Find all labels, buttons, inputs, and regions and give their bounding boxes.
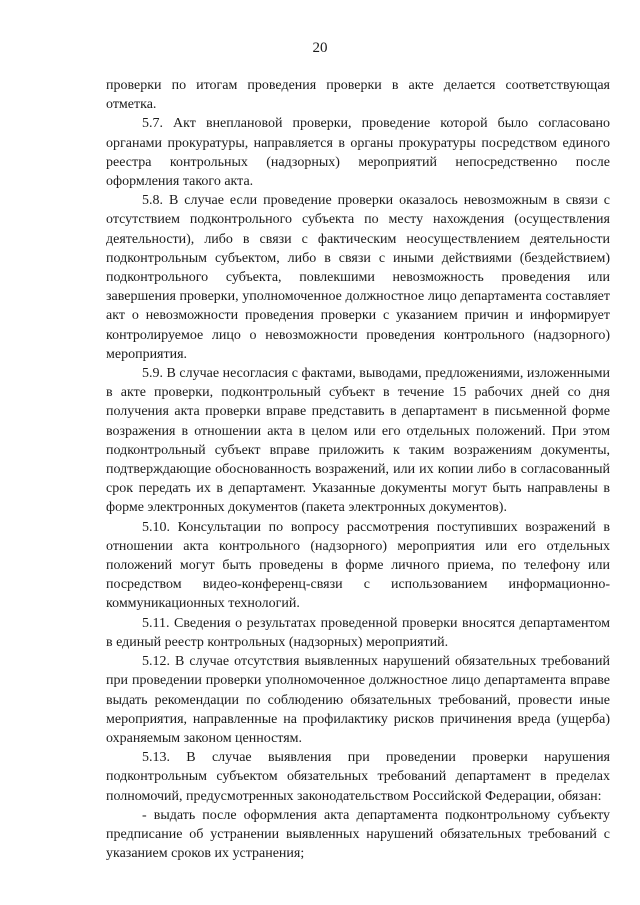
paragraph-5-13: 5.13. В случае выявления при проведении проверки нарушения подконтрольным субъектом обязательных требований департамент в пределах полномочий, предусмотренных законодательством Российской Федерации, обязан:	[106, 750, 610, 804]
paragraph-5-8: 5.8. В случае если проведение проверки оказалось невозможным в связи с отсутствием подконтрольного субъекта по месту нахождения (осуществления деятельности), либо в связи с фактическим неосуществлением деятельности подконтрольным субъектом, либо в связи с иными действиями (бездействием) подконтрольного субъекта, повлекшими невозможность проведения или завершения проверки, уполномоченное должностное лицо департамента составляет акт о невозможности проведения проверки с указанием причин и информирует контролируемое лицо о невозможности проведения контрольного (надзорного) мероприятия.	[106, 193, 610, 362]
paragraph-5-11: 5.11. Сведения о результатах проведенной проверки вносятся департаментом в единый реестр контрольных (надзорных) мероприятий.	[106, 615, 610, 650]
page-number: 20	[312, 40, 328, 56]
document-body	[106, 76, 610, 863]
paragraph-5-10: 5.10. Консультации по вопросу рассмотрения поступивших возражений в отношении акта контрольного (надзорного) мероприятия или его отдельных положений могут быть проведены в форме личного приема, по телефону или посредством видео-конференц-связи с использованием информационно-коммуникационных технологий.	[106, 519, 610, 612]
paragraph-5-9: 5.9. В случае несогласия с фактами, выводами, предложениями, изложенными в акте проверки, подконтрольный субъект в течение 15 рабочих дней со дня получения акта проверки вправе представить в департамент в письменной форме возражения в отношении акта в целом или его отдельных положений. При этом подконтрольный субъект вправе приложить к таким возражениям документы, подтверждающие обоснованность возражений, или их копии либо в согласованный срок передать их в департамент. Указанные документы могут быть направлены в форме электронных документов (пакета электронных документов).	[106, 366, 610, 516]
paragraph-continuation: проверки по итогам проведения проверки в акте делается соответствующая отметка.	[106, 78, 610, 113]
list-item-issue-order: - выдать после оформления акта департамента подконтрольному субъекту предписание об устранении выявленных нарушений обязательных требований с указанием сроков их устранения;	[106, 807, 610, 862]
paragraph-5-7: 5.7. Акт внеплановой проверки, проведение которой было согласовано органами прокуратуры, направляется в органы прокуратуры посредством единого реестра контрольных (надзорных) мероприятий непосредственно после оформления такого акта.	[106, 116, 610, 190]
paragraph-5-12: 5.12. В случае отсутствия выявленных нарушений обязательных требований при проведении проверки уполномоченное должностное лицо департамента вправе выдать рекомендации по соблюдению обязательных требований, провести иные мероприятия, направленные на профилактику рисков причинения вреда (ущерба) охраняемым законом ценностям.	[106, 654, 610, 746]
